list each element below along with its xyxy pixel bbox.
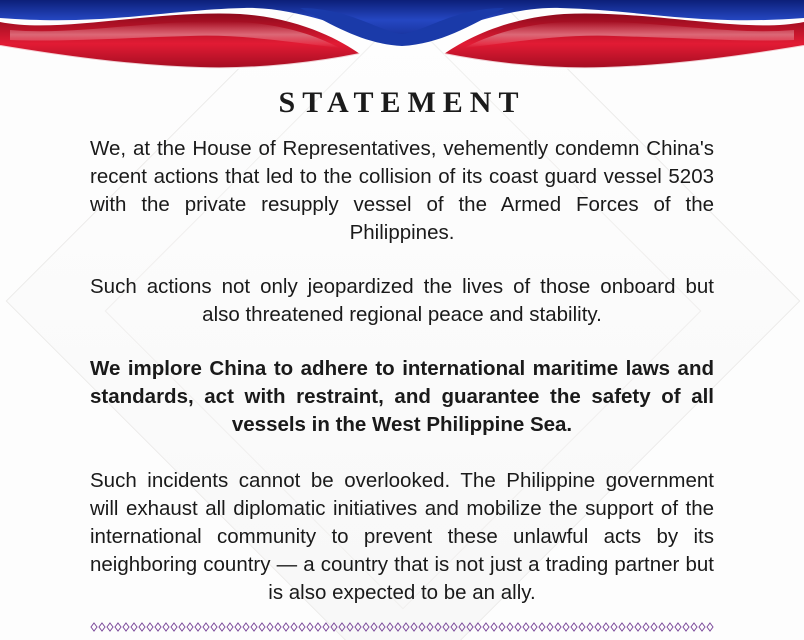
decorative-diamond-border	[90, 622, 714, 632]
flag-drape-banner	[0, 0, 804, 80]
statement-paragraph-1: We, at the House of Representatives, vehemently condemn China's recent actions that led to the collision of its coast guard vessel 5203 with the private resupply vessel of the Armed Forces of the Philippines.	[90, 137, 714, 244]
document-title: STATEMENT	[278, 86, 526, 119]
statement-paragraph-4: Such incidents cannot be overlooked. The Philippine government will exhaust all diplomatic initiatives and mobilize the support of the international community to prevent these unlawful acts by its neighboring country — a country that is not just a trading partner but is also expected to be an ally.	[90, 469, 714, 604]
statement-paragraph-3-emphasis: We implore China to adhere to international maritime laws and standards, act with restraint, and guarantee the safety of all vessels in the West Philippine Sea.	[90, 357, 714, 436]
statement-paragraph-2: Such actions not only jeopardized the lives of those onboard but also threatened regional peace and stability.	[90, 275, 714, 326]
